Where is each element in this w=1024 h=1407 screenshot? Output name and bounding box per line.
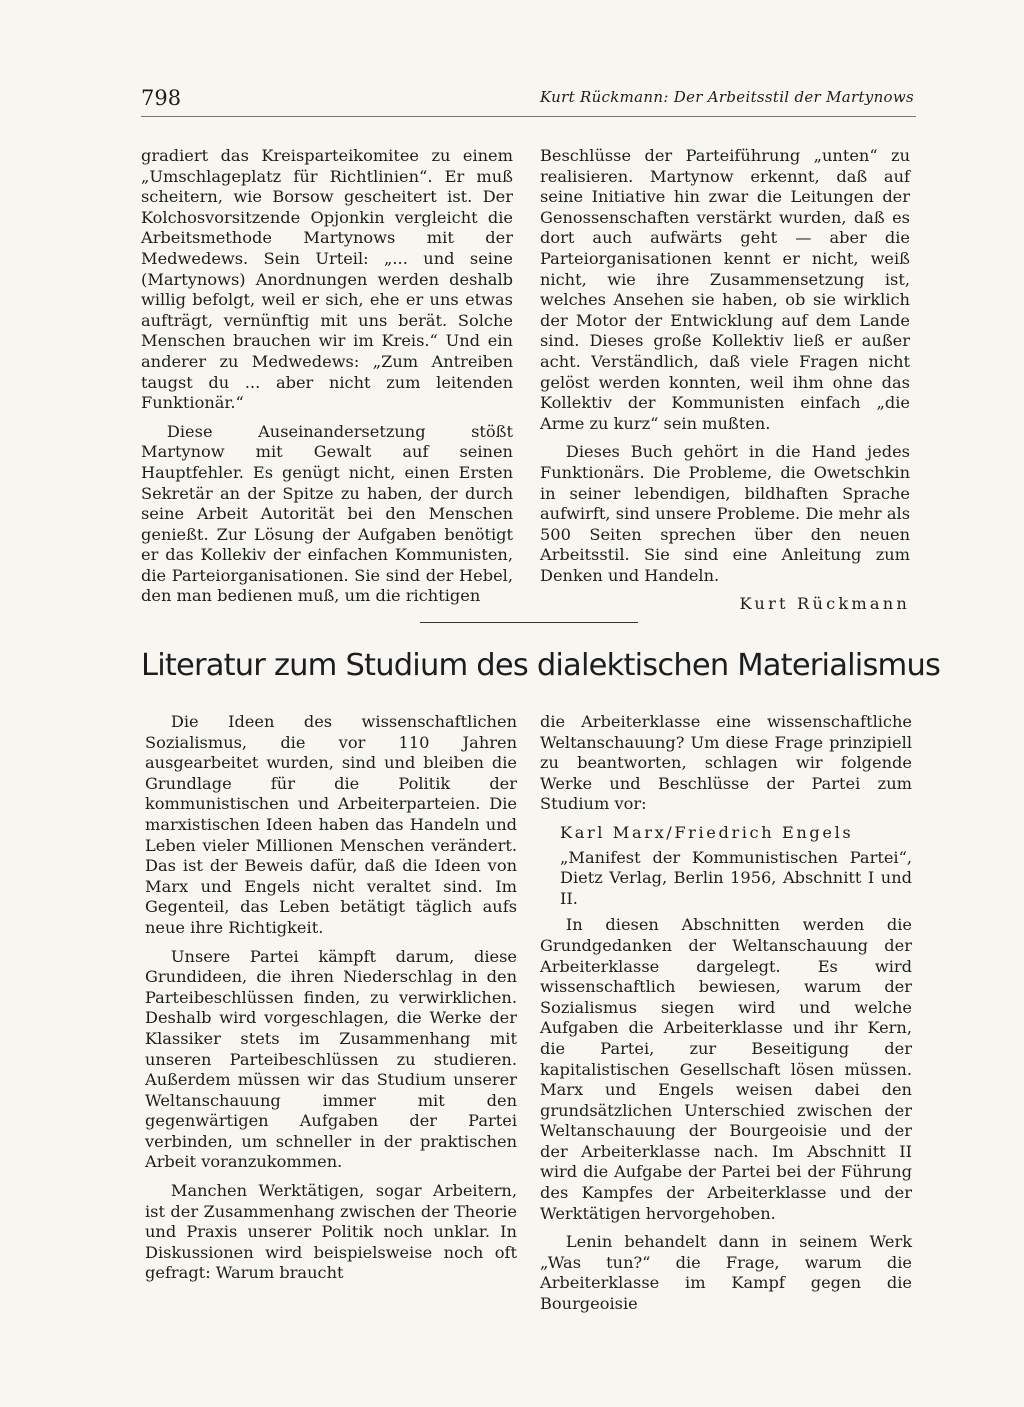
review-paragraph: gradiert das Kreisparteikomitee zu einem „Umschlageplatz für Richtlinien“. Er muß scheitern, wie Borsow gescheitert ist. Der Kolchosvorsitzende Opjonkin vergleicht die Arbeitsmethode Martynows mit der Medwedews. Sein Urteil: „... und seine (Martynows) Anordnungen werden deshalb willig befolgt, weil er sich, ehe er uns etwas aufträgt, vernünftig mit uns berät. Solche Menschen brauchen wir im Kreis.“ Und ein anderer zu Medwedews: „Zum Antreiben taugst du ... aber nicht zum leitenden Funktionär.“ xyxy=(141,146,513,413)
review-paragraph: Dieses Buch gehört in die Hand jedes Funktionärs. Die Probleme, die Owetschkin in seiner lebendigen, bildhaften Sprache aufwirft, sind unsere Probleme. Die mehr als 500 Seiten sprechen über den neuen Arbeitsstil. Sie sind eine Anleitung zum Denken und Handeln. xyxy=(540,442,910,585)
reference-author: Karl Marx/Friedrich Engels xyxy=(560,822,854,842)
article-title: Literatur zum Studium des dialektischen Materialismus xyxy=(141,648,941,683)
running-title: Kurt Rückmann: Der Arbeitsstil der Martynows xyxy=(539,88,914,106)
article-paragraph: Unsere Partei kämpft darum, diese Grundideen, die ihren Niederschlag in den Parteibeschlüssen finden, zu verwirklichen. Deshalb wird vorgeschlagen, die Werke der Klassiker stets im Zusammenhang mit unseren Parteibeschlüssen zu studieren. Außerdem müssen wir das Studium unserer Weltanschauung immer mit den gegenwärtigen Aufgaben der Partei verbinden, um schneller in der praktischen Arbeit voranzukommen. xyxy=(145,946,517,1172)
page-number: 798 xyxy=(141,86,182,110)
article-paragraph: Manchen Werktätigen, sogar Arbeitern, ist der Zusammenhang zwischen der Theorie und Praxis unserer Politik noch unklar. In Diskussionen wird beispielsweise noch oft gefragt: Warum braucht xyxy=(145,1181,517,1283)
article-paragraph: die Arbeiterklasse eine wissenschaftliche Weltanschauung? Um diese Frage prinzipiell zu beantworten, schlagen wir folgende Werke und Beschlüsse der Partei zum Studium vor: xyxy=(540,712,912,814)
article-paragraph: In diesen Abschnitten werden die Grundgedanken der Weltanschauung der Arbeiterklasse dargelegt. Es wird wissenschaftlich bewiesen, warum der Sozialismus siegen wird und welche Aufgaben die Arbeiterklasse und ihr Kern, die Partei, zur Beseitigung der kapitalistischen Gesellschaft lösen müssen. Marx und Engels weisen dabei den grundsätzlichen Unterschied zwischen der Weltanschauung der Bourgeoisie und der der Arbeiterklasse nach. Im Abschnitt II wird die Aufgabe der Partei bei der Führung des Kampfes der Arbeiterklasse und der Werktätigen hervorgehoben. xyxy=(540,915,912,1223)
header-rule xyxy=(141,116,916,117)
reference-entry: „Manifest der Kommunistischen Partei“, Dietz Verlag, Berlin 1956, Abschnitt I und II. xyxy=(560,847,912,908)
review-right-column xyxy=(540,146,910,615)
review-signature: Kurt Rückmann xyxy=(739,594,910,614)
review-paragraph: Beschlüsse der Parteiführung „unten“ zu realisieren. Martynow erkennt, daß auf seine Initiative hin zwar die Leitungen der Genossenschaften verstärkt wurden, daß es dort auch aufwärts geht — aber die Parteiorganisationen kennt er nicht, weiß nicht, wie ihre Zusammensetzung ist, welches Ansehen sie haben, ob sie wirklich der Motor der Entwicklung auf dem Lande sind. Dieses große Kollektiv ließ er außer acht. Verständlich, daß viele Fragen nicht gelöst werden konnten, weil ihm ohne das Kollektiv der Kommunisten einfach „die Arme zu kurz“ sein mußten. xyxy=(540,146,910,433)
review-left-column xyxy=(141,146,513,615)
review-paragraph: Diese Auseinandersetzung stößt Martynow mit Gewalt auf seinen Hauptfehler. Es genügt nicht, einen Ersten Sekretär an der Spitze zu haben, der durch seine Arbeit Autorität bei den Menschen genießt. Zur Lösung der Aufgaben benötigt er das Kollekiv der einfachen Kommunisten, die Parteiorganisationen. Sie sind der Hebel, den man bedienen muß, um die richtigen xyxy=(141,421,513,606)
article-paragraph: Die Ideen des wissenschaftlichen Sozialismus, die vor 110 Jahren ausgearbeitet wurden, sind und bleiben die Grundlage für die Politik der kommunistischen und Arbeiterparteien. Die marxistischen Ideen haben das Handeln und Leben vieler Millionen Menschen verändert. Das ist der Beweis dafür, daß die Ideen von Marx und Engels nicht veraltet sind. Im Gegenteil, das Leben betätigt täglich aufs neue ihre Richtigkeit. xyxy=(145,712,517,937)
article-right-column xyxy=(540,712,912,1323)
article-paragraph: Lenin behandelt dann in seinem Werk „Was tun?“ die Frage, warum die Arbeiterklasse im Kampf gegen die Bourgeoisie xyxy=(540,1232,912,1314)
article-left-column xyxy=(145,712,517,1292)
section-divider xyxy=(420,622,638,623)
